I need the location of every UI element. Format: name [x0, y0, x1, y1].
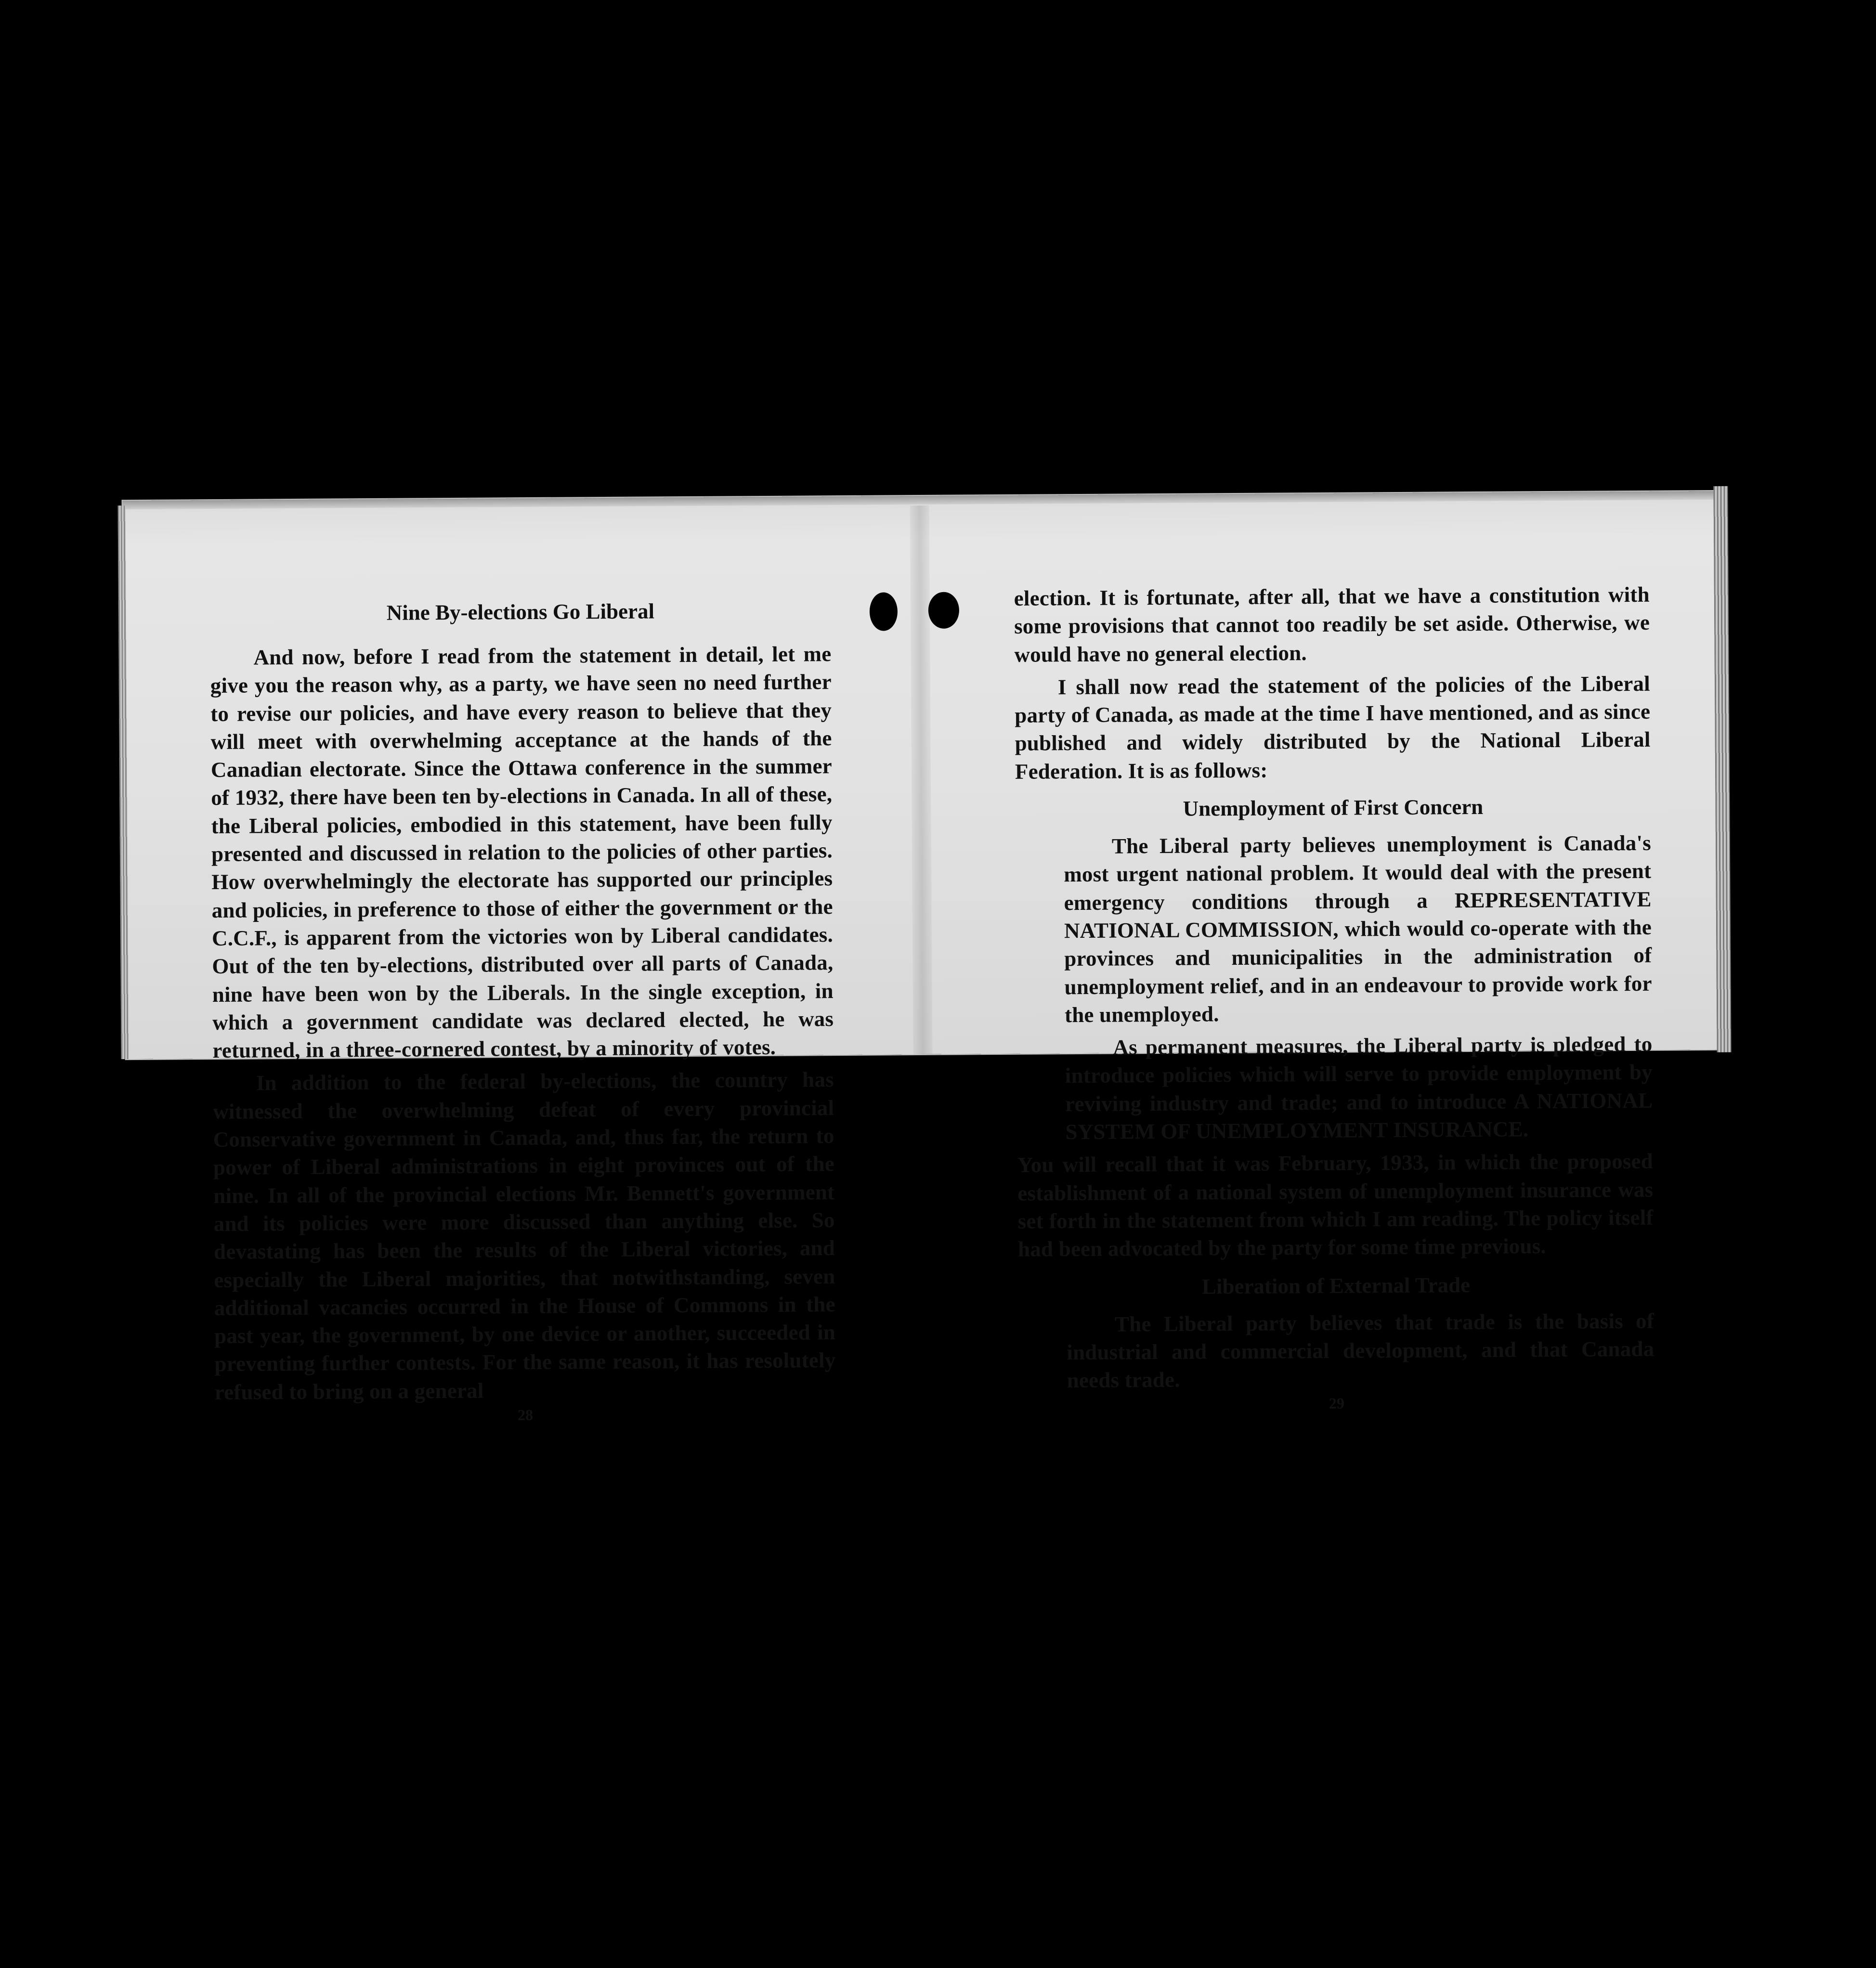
page-number: 29	[1329, 1395, 1345, 1412]
quoted-paragraph: The Liberal party believes that trade is the basis of industrial and commercial development, and that Canada needs trade.	[1067, 1308, 1655, 1393]
punch-hole	[871, 1285, 898, 1325]
body-paragraph: In addition to the federal by-elections, the country has witnessed the overwhelming defeat of every provincial Conservative government in Canada, and, thus far, the return to power of Liberal administrations in eight provinces out of the nine. In all of the provincial elections Mr. Bennett's government and its policies were more discussed than anything else. So devastating has been the results of the Liberal victories, and especially the Liberal majorities, that notwithstanding, seven additional vacancies occurred in the House of Commons in the past year, the government, by one device or another, succeeded in preventing further contests. For the same reason, it has resolutely refused to bring on a general	[213, 1067, 836, 1404]
body-paragraph: You will recall that it was February, 1933, in which the proposed establishment of a national system of unemployment insurance was set forth in the statement from which I am reading. The policy itself had been advocated by the party for some time previous.	[1017, 1149, 1654, 1262]
section-heading: Liberation of External Trade	[1201, 1272, 1471, 1298]
booklet-spine	[910, 505, 933, 1054]
section-heading: Nine By-elections Go Liberal	[386, 599, 655, 625]
right-page	[1014, 581, 1655, 1414]
booklet-spread	[122, 491, 1720, 1424]
page-left-edge	[118, 505, 129, 1059]
body-paragraph: And now, before I read from the statement in detail, let me give you the reason why, as a party, we have seen no need further to revise our policies, and have every reason to believe that they will meet with overwhelming acceptance at the hands of the Canadian electorate. Since the Ottawa conference in the summer of 1932, there have been ten by-elections in Canada. In all of these, the Liberal policies, embodied in this statement, have been fully presented and discussed in relation to the policies of other parties. How overwhelmingly the electorate has supported our principles and policies, in preference to those of either the government or the C.C.F., is apparent from the victories won by Liberal candidates. Out of the ten by-elections, distributed over all parts of Canada, nine have been won by the Liberals. In the single exception, in which a government candidate was declared elected, he was returned, in a three-cornered contest, by a minority of votes.	[210, 642, 834, 1063]
punch-hole	[928, 592, 959, 629]
punch-hole	[870, 592, 898, 631]
page-number: 28	[517, 1406, 534, 1424]
body-paragraph: I shall now read the statement of the policies of the Liberal party of Canada, as made at the time I have mentioned, and as since published and widely distributed by the National Liberal Federation. It is as follows:	[1015, 671, 1651, 784]
page-right-edge	[1713, 486, 1731, 1052]
body-paragraph: election. It is fortunate, after all, that we have a constitution with some provisions that cannot too readily be set aside. Otherwise, we would have no general election.	[1014, 582, 1650, 667]
quoted-paragraph: As permanent measures, the Liberal party is pledged to introduce policies which will serve to provide employment by reviving industry and trade; and to introduce A NATIONAL SYSTEM OF UNEMPLOYMENT INSURANCE.	[1065, 1032, 1653, 1144]
left-page	[210, 597, 836, 1426]
section-heading: Unemployment of First Concern	[1183, 794, 1484, 821]
punch-hole	[938, 1285, 970, 1322]
quoted-paragraph: The Liberal party believes unemployment is Canada's most urgent national problem. It would deal with the present emergency conditions through a REPRESENTATIVE NATIONAL COMMISSION, which would co-operate with the provinces and municipalities in the administration of unemployment relief, and in an endeavour to provide work for the unemployed.	[1064, 830, 1652, 1027]
